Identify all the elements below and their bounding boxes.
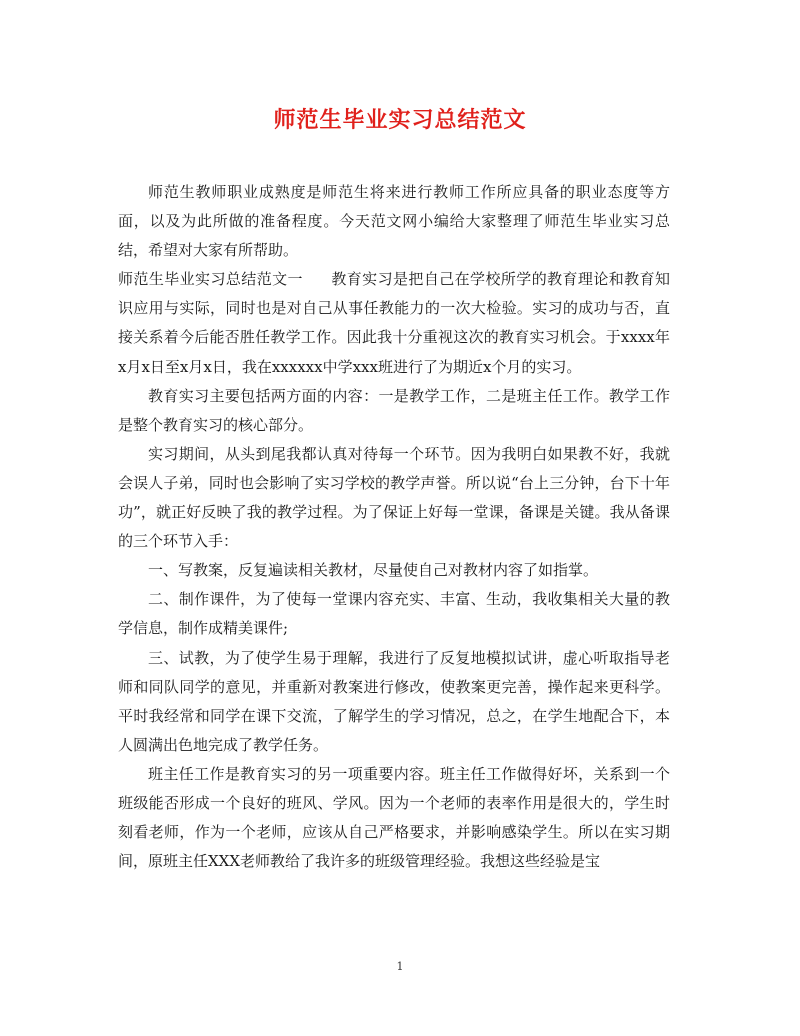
internship-period-paragraph: 实习期间，从头到尾我都认真对待每一个环节。因为我明白如果教不好，我就会误人子弟，同时也会影响了实习学校的教学声誉。所以说“台上三分钟，台下十年功”，就正好反映了我的教学过程。为了保证上好每一堂课，备课是关键。我从备课的三个环节入手：: [118, 444, 670, 551]
lesson-plan-step: 一、写教案，反复遍读相关教材，尽量使自己对教材内容了如指掌。: [148, 561, 599, 580]
document-body: [118, 178, 670, 876]
content-paragraph: 教育实习主要包括两方面的内容：一是教学工作，二是班主任工作。教学工作是整个教育实习的核心部分。: [118, 386, 670, 434]
trial-teaching-step: 三、试教，为了使学生易于理解，我进行了反复地模拟试讲，虚心听取指导老师和同队同学的意见，并重新对教案进行修改，使教案更完善，操作起来更科学。平时我经常和同学在课下交流，了解学生的学习情况，总之，在学生地配合下，本人圆满出色地完成了教学任务。: [118, 648, 670, 754]
section-one-paragraph: [118, 265, 670, 381]
courseware-step: 二、制作课件，为了使每一堂课内容充实、丰富、生动，我收集相关大量的教学信息，制作成精美课件;: [118, 590, 670, 638]
section-one-text: 教育实习是把自己在学校所学的教育理论和教育知识应用与实际，同时也是对自己从事任教能力的一次大检验。实习的成功与否，直接关系着今后能否胜任教学工作。因此我十分重视这次的教育实习机会。于xxxx年x月x日至x月x日，我在xxxxxx中学xxx班进行了为期近x个月的实习。: [118, 270, 670, 376]
section-one-heading: 师范生毕业实习总结范文一: [118, 270, 303, 289]
head-teacher-paragraph: 班主任工作是教育实习的另一项重要内容。班主任工作做得好坏，关系到一个班级能否形成一个良好的班风、学风。因为一个老师的表率作用是很大的，学生时刻看老师，作为一个老师，应该从自己严格要求，并影响感染学生。所以在实习期间，原班主任XXX老师教给了我许多的班级管理经验。我想这些经验是宝: [118, 764, 670, 871]
intro-paragraph: 师范生教师职业成熟度是师范生将来进行教师工作所应具备的职业态度等方面，以及为此所做的准备程度。今天范文网小编给大家整理了师范生毕业实习总结，希望对大家有所帮助。: [118, 183, 670, 260]
page-number: 1: [396, 960, 404, 973]
document-title: 师范生毕业实习总结范文: [273, 108, 527, 133]
